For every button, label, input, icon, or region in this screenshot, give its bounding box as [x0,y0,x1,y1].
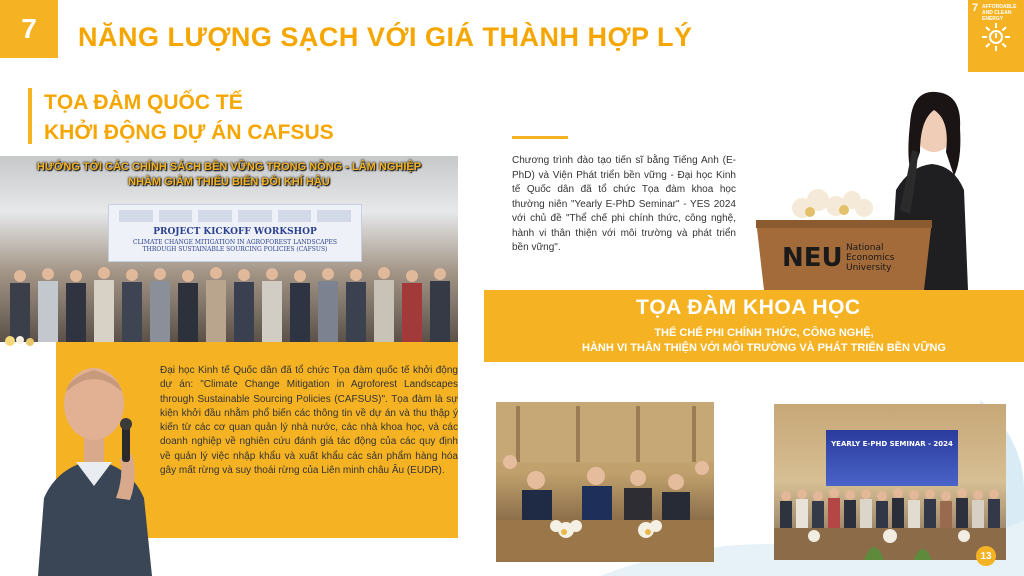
sun-power-icon [981,22,1011,52]
partner-logos [119,210,351,222]
section-number-badge [0,0,58,58]
sdg-7-badge [968,0,1024,72]
photo-caption-line2: NHẰM GIẢM THIỂU BIẾN ĐỔI KHÍ HẬU [128,176,330,188]
section2-subtitle-line1: THỂ CHẾ PHI CHÍNH THỨC, CÔNG NGHỆ, [654,327,874,339]
section-accent-bar [28,88,32,144]
sdg-number: 7 [972,2,979,14]
section2-accent-line [512,136,568,139]
podium-logo: NEU [782,243,843,273]
section1-paragraph: Đại học Kinh tế Quốc dân đã tổ chức Tọa đàm quốc tế khởi động dự án: "Climate Change Mitigation in Agroforest Landscapes through Sustainable Sourcing Policies (CAFSUS)". Tọa đàm là sự kiện khởi đầu nhằm phổ biến các thông tin về dự án và thu thập ý kiến từ các cơ quan quản lý nhà nước, các nhà khoa học, và các doanh nghiệp về nghiên cứu đánh giá tác động của các quy định về quản lý việc nhập khẩu và xuất khẩu các sản phẩm hàng hóa gây mất rừng và suy thoái rừng của Liên minh châu Âu (EUDR). [160,365,458,477]
podium-text-line1: National [846,243,884,253]
banner-subtitle-line1: CLIMATE CHANGE MITIGATION IN AGROFOREST LANDSCAPES [132,239,338,246]
screen-text: YEARLY E-PHD SEMINAR - 2024 [831,440,953,448]
section2-subtitle-line2: HÀNH VI THÂN THIỆN VỚI MÔI TRƯỜNG VÀ PHÁT TRIỂN BỀN VỮNG [582,342,946,354]
sdg-label: AFFORDABLE AND CLEAN ENERGY [982,4,1017,22]
seminar-group-photo [774,404,1006,560]
section2-subtitle [520,326,1008,356]
podium-text-line2: Economics [846,253,895,263]
section1-title-line2: KHỞI ĐỘNG DỰ ÁN CAFSUS [44,121,334,144]
group-of-people [0,266,458,342]
banner-title: PROJECT KICKOFF WORKSHOP [153,227,317,237]
section1-title [44,88,334,148]
section-number: 7 [21,13,37,44]
group-of-participants [774,404,1006,560]
banner-subtitle-line2: THROUGH SUSTAINABLE SOURCING POLICIES (CAFSUS) [142,246,328,253]
page-number: 13 [976,546,996,566]
section2-paragraph: Chương trình đào tạo tiến sĩ bằng Tiếng Anh (E-PhD) và Viện Phát triển bền vững - Đại học Kinh tế Quốc dân đã tổ chức Tọa đàm khoa học thường niên "Yearly E-PhD Seminar" - YES 2024 với chủ đề "Thể chế phi chính thức, công nghệ, hành vi thân thiện với môi trường và phát triển bền vững". [512,155,736,253]
speaker-photo [28,348,158,576]
workshop-banner [108,204,362,262]
speaker-at-podium-photo [740,80,968,290]
section1-title-line1: TỌA ĐÀM QUỐC TẾ [44,91,243,114]
section2-title: TỌA ĐÀM KHOA HỌC [636,296,861,319]
seminar-table-photo [496,402,714,562]
decorative-flower [0,334,40,348]
page-title: NĂNG LƯỢNG SẠCH VỚI GIÁ THÀNH HỢP LÝ [78,22,693,52]
podium-text-line3: University [846,263,892,273]
photo-caption-line1: HƯỚNG TỚI CÁC CHÍNH SÁCH BỀN VỮNG TRONG NÔNG - LÂM NGHIỆP [36,161,422,173]
photo-caption [0,160,458,190]
banner-subtitle [109,239,361,253]
seminar-participants [496,402,714,562]
